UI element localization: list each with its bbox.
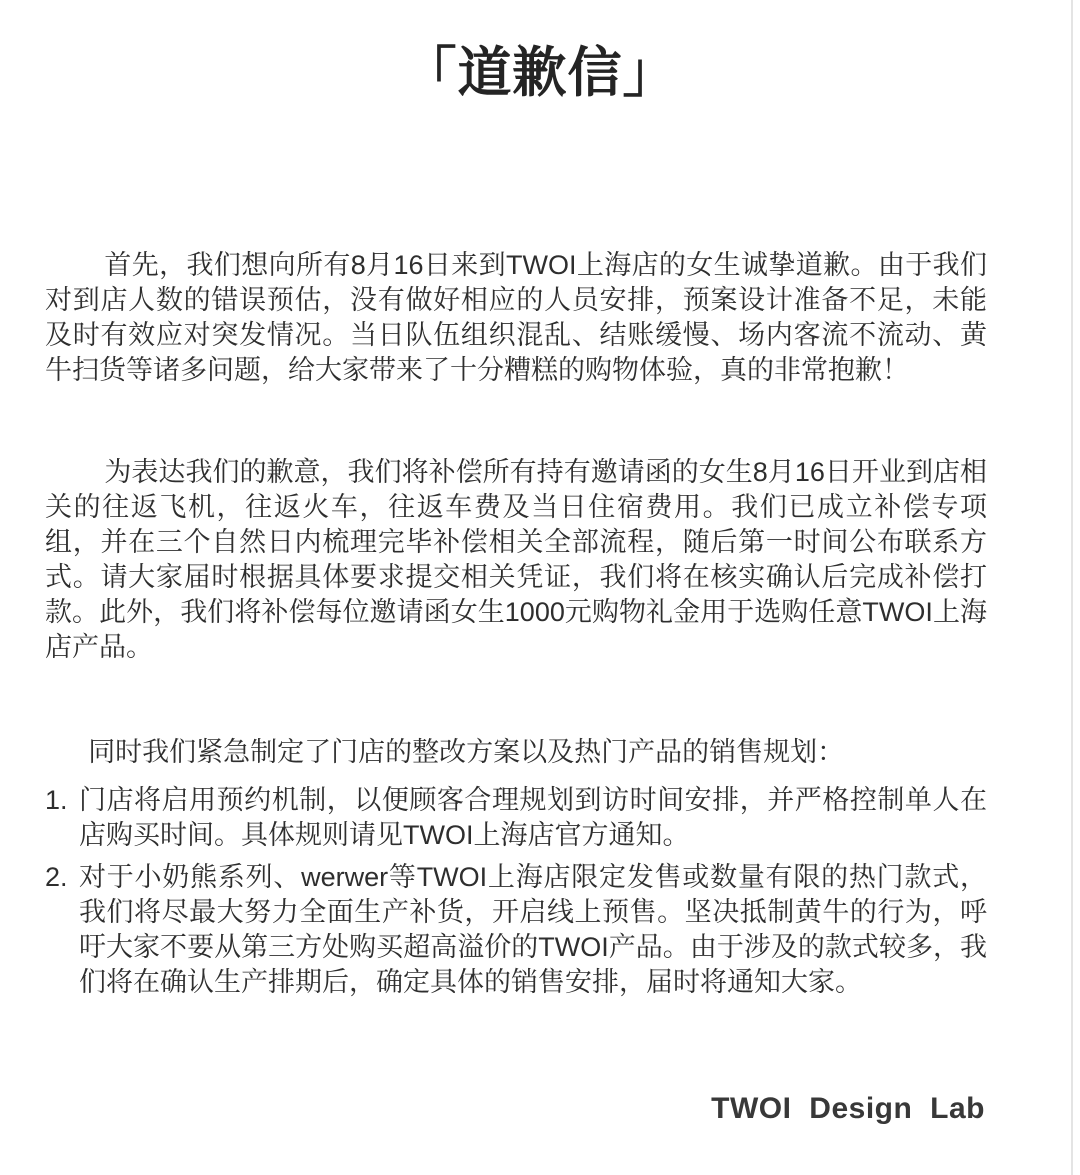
paragraph-apology: 首先，我们想向所有8月16日来到TWOI上海店的女生诚挚道歉。由于我们对到店人数的错误预估，没有做好相应的人员安排，预案设计准备不足，未能及时有效应对突发情况。当日队伍组织混乱、结账缓慢、场内客流不流动、黄牛扫货等诸多问题，给大家带来了十分糟糕的购物体验，真的非常抱歉！ bbox=[45, 250, 987, 385]
list-item-2-text: 对于小奶熊系列、werwer等TWOI上海店限定发售或数量有限的热门款式，我们将尽最大努力全面生产补货，开启线上预售。坚决抵制黄牛的行为，呼吁大家不要从第三方处购买超高溢价的TWOI产品。由于涉及的款式较多，我们将在确认生产排期后，确定具体的销售安排，届时将通知大家。 bbox=[79, 862, 987, 997]
brand-signature: TWOI Design Lab bbox=[711, 1092, 985, 1125]
list-item-1-text: 门店将启用预约机制，以便顾客合理规划到访时间安排，并严格控制单人在店购买时间。具体规则请见TWOI上海店官方通知。 bbox=[79, 785, 987, 850]
measures-list bbox=[45, 783, 987, 1000]
paragraph-compensation: 为表达我们的歉意，我们将补偿所有持有邀请函的女生8月16日开业到店相关的往返飞机，往返火车，往返车费及当日住宿费用。我们已成立补偿专项组，并在三个自然日内梳理完毕补偿相关全部流程，随后第一时间公布联系方式。请大家届时根据具体要求提交相关凭证，我们将在核实确认后完成补偿打款。此外，我们将补偿每位邀请函女生1000元购物礼金用于选购任意TWOI上海店产品。 bbox=[45, 457, 987, 662]
letter-body bbox=[45, 248, 987, 1000]
list-item-1 bbox=[45, 783, 987, 853]
paragraph-plan-intro: 同时我们紧急制定了门店的整改方案以及热门产品的销售规划： bbox=[88, 737, 845, 767]
page-edge-divider bbox=[1071, 0, 1073, 1175]
list-item-1-number: 1. bbox=[45, 785, 68, 815]
list-item-2 bbox=[45, 860, 987, 1000]
page-title: 「道歉信」 bbox=[402, 43, 678, 103]
list-item-2-number: 2. bbox=[45, 862, 68, 892]
